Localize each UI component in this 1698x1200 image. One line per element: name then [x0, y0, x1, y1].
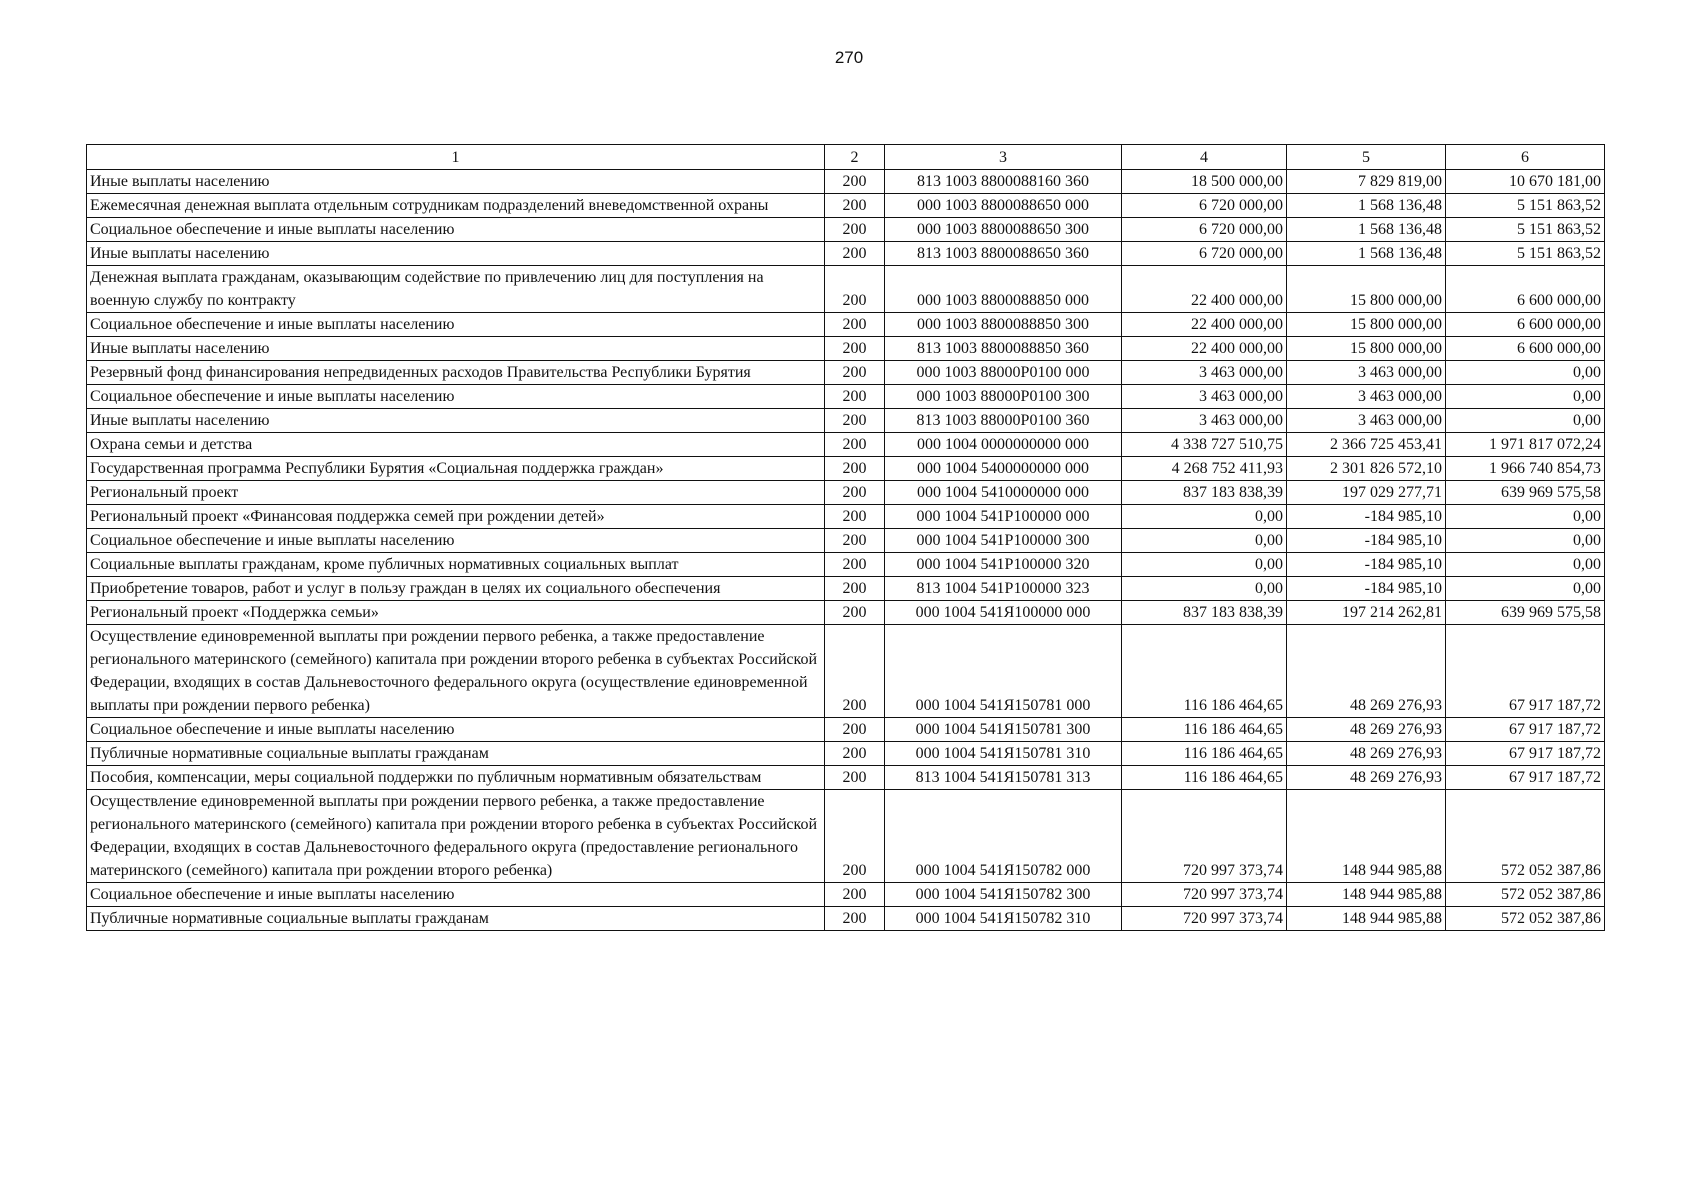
row-name-cell: Осуществление единовременной выплаты при рождении первого ребенка, а также предоставление регионального материнского (семейного) капитала при рождении второго ребенка в субъектах Российской Федерации, входящих в состав Дальневосточного федерального округа (осуществление единовременной выплаты при рождении первого ребенка): [87, 625, 825, 718]
row-name-cell: Социальное обеспечение и иные выплаты населению: [87, 883, 825, 907]
row-amount-col5-cell: 48 269 276,93: [1287, 766, 1446, 790]
row-amount-col6-cell: 67 917 187,72: [1446, 742, 1605, 766]
row-amount-col6-cell: 1 971 817 072,24: [1446, 433, 1605, 457]
row-amount-col4-cell: 3 463 000,00: [1122, 361, 1287, 385]
table-row: [87, 577, 1605, 601]
row-name-cell: Иные выплаты населению: [87, 409, 825, 433]
row-amount-col5-cell: 1 568 136,48: [1287, 242, 1446, 266]
row-amount-col4-cell: 3 463 000,00: [1122, 409, 1287, 433]
row-name-cell: Пособия, компенсации, меры социальной поддержки по публичным нормативным обязательствам: [87, 766, 825, 790]
row-budget-code-cell: 000 1004 0000000000 000: [885, 433, 1122, 457]
row-name-cell: Публичные нормативные социальные выплаты гражданам: [87, 742, 825, 766]
row-budget-code-cell: 813 1004 541P100000 323: [885, 577, 1122, 601]
row-admin-code-cell: 200: [825, 218, 885, 242]
row-budget-code-cell: 000 1004 541Я150781 300: [885, 718, 1122, 742]
table-row: [87, 170, 1605, 194]
row-name-cell: Социальное обеспечение и иные выплаты населению: [87, 218, 825, 242]
row-admin-code-cell: 200: [825, 553, 885, 577]
table-row: [87, 218, 1605, 242]
table-row: [87, 194, 1605, 218]
row-budget-code-cell: 000 1004 541Я100000 000: [885, 601, 1122, 625]
row-amount-col5-cell: 197 029 277,71: [1287, 481, 1446, 505]
row-amount-col4-cell: 0,00: [1122, 577, 1287, 601]
row-budget-code-cell: 000 1003 8800088850 000: [885, 266, 1122, 313]
row-amount-col5-cell: 3 463 000,00: [1287, 361, 1446, 385]
row-name-cell: Ежемесячная денежная выплата отдельным сотрудникам подразделений вневедомственной охраны: [87, 194, 825, 218]
row-admin-code-cell: 200: [825, 718, 885, 742]
column-header-3: 3: [885, 145, 1122, 170]
row-amount-col4-cell: 18 500 000,00: [1122, 170, 1287, 194]
column-header-5: 5: [1287, 145, 1446, 170]
row-budget-code-cell: 000 1004 541P100000 320: [885, 553, 1122, 577]
row-amount-col4-cell: 837 183 838,39: [1122, 481, 1287, 505]
row-name-cell: Государственная программа Республики Бурятия «Социальная поддержка граждан»: [87, 457, 825, 481]
row-amount-col5-cell: 2 366 725 453,41: [1287, 433, 1446, 457]
row-budget-code-cell: 000 1003 88000P0100 300: [885, 385, 1122, 409]
row-amount-col6-cell: 5 151 863,52: [1446, 242, 1605, 266]
row-name-cell: Резервный фонд финансирования непредвиденных расходов Правительства Республики Бурятия: [87, 361, 825, 385]
row-name-cell: Приобретение товаров, работ и услуг в пользу граждан в целях их социального обеспечения: [87, 577, 825, 601]
row-admin-code-cell: 200: [825, 266, 885, 313]
row-amount-col6-cell: 6 600 000,00: [1446, 337, 1605, 361]
table-row: [87, 457, 1605, 481]
budget-table: [86, 144, 1605, 931]
page-number: 270: [834, 48, 864, 67]
row-name-cell: Региональный проект «Поддержка семьи»: [87, 601, 825, 625]
row-budget-code-cell: 000 1003 8800088650 000: [885, 194, 1122, 218]
row-amount-col4-cell: 720 997 373,74: [1122, 883, 1287, 907]
column-header-2: 2: [825, 145, 885, 170]
table-row: [87, 433, 1605, 457]
row-amount-col6-cell: 5 151 863,52: [1446, 194, 1605, 218]
row-amount-col4-cell: 0,00: [1122, 553, 1287, 577]
row-amount-col5-cell: -184 985,10: [1287, 577, 1446, 601]
row-amount-col4-cell: 4 268 752 411,93: [1122, 457, 1287, 481]
header-row: [87, 145, 1605, 170]
table-row: [87, 625, 1605, 718]
row-budget-code-cell: 000 1004 5400000000 000: [885, 457, 1122, 481]
table-row: [87, 883, 1605, 907]
row-amount-col4-cell: 116 186 464,65: [1122, 766, 1287, 790]
row-name-cell: Социальное обеспечение и иные выплаты населению: [87, 529, 825, 553]
row-amount-col5-cell: 148 944 985,88: [1287, 790, 1446, 883]
row-amount-col4-cell: 22 400 000,00: [1122, 266, 1287, 313]
row-name-cell: Публичные нормативные социальные выплаты гражданам: [87, 907, 825, 931]
row-admin-code-cell: 200: [825, 577, 885, 601]
row-amount-col5-cell: 3 463 000,00: [1287, 385, 1446, 409]
column-header-4: 4: [1122, 145, 1287, 170]
row-amount-col4-cell: 3 463 000,00: [1122, 385, 1287, 409]
row-amount-col5-cell: 7 829 819,00: [1287, 170, 1446, 194]
row-amount-col5-cell: 48 269 276,93: [1287, 742, 1446, 766]
row-admin-code-cell: 200: [825, 505, 885, 529]
table-row: [87, 718, 1605, 742]
row-amount-col4-cell: 6 720 000,00: [1122, 242, 1287, 266]
row-amount-col5-cell: -184 985,10: [1287, 505, 1446, 529]
row-amount-col6-cell: 639 969 575,58: [1446, 601, 1605, 625]
row-amount-col5-cell: -184 985,10: [1287, 553, 1446, 577]
row-amount-col4-cell: 22 400 000,00: [1122, 337, 1287, 361]
row-amount-col4-cell: 6 720 000,00: [1122, 194, 1287, 218]
row-amount-col4-cell: 4 338 727 510,75: [1122, 433, 1287, 457]
row-budget-code-cell: 813 1003 8800088650 360: [885, 242, 1122, 266]
table-row: [87, 505, 1605, 529]
row-admin-code-cell: 200: [825, 337, 885, 361]
table-row: [87, 601, 1605, 625]
row-amount-col6-cell: 10 670 181,00: [1446, 170, 1605, 194]
row-amount-col4-cell: 6 720 000,00: [1122, 218, 1287, 242]
row-name-cell: Иные выплаты населению: [87, 170, 825, 194]
row-admin-code-cell: 200: [825, 194, 885, 218]
row-name-cell: Осуществление единовременной выплаты при рождении первого ребенка, а также предоставление регионального материнского (семейного) капитала при рождении второго ребенка в субъектах Российской Федерации, входящих в состав Дальневосточного федерального округа (предоставление регионального материнского (семейного) капитала при рождении второго ребенка): [87, 790, 825, 883]
row-amount-col5-cell: -184 985,10: [1287, 529, 1446, 553]
row-amount-col5-cell: 15 800 000,00: [1287, 337, 1446, 361]
row-name-cell: Социальное обеспечение и иные выплаты населению: [87, 313, 825, 337]
row-amount-col5-cell: 48 269 276,93: [1287, 718, 1446, 742]
table-row: [87, 742, 1605, 766]
table-row: [87, 242, 1605, 266]
row-admin-code-cell: 200: [825, 883, 885, 907]
row-amount-col4-cell: 720 997 373,74: [1122, 907, 1287, 931]
row-admin-code-cell: 200: [825, 433, 885, 457]
row-amount-col6-cell: 572 052 387,86: [1446, 883, 1605, 907]
row-amount-col4-cell: 116 186 464,65: [1122, 625, 1287, 718]
row-budget-code-cell: 000 1004 541Я150782 300: [885, 883, 1122, 907]
row-amount-col6-cell: 572 052 387,86: [1446, 907, 1605, 931]
row-amount-col5-cell: 1 568 136,48: [1287, 218, 1446, 242]
row-budget-code-cell: 000 1003 8800088850 300: [885, 313, 1122, 337]
row-budget-code-cell: 000 1003 88000P0100 000: [885, 361, 1122, 385]
row-amount-col5-cell: 15 800 000,00: [1287, 313, 1446, 337]
row-amount-col5-cell: 15 800 000,00: [1287, 266, 1446, 313]
table-row: [87, 553, 1605, 577]
row-budget-code-cell: 813 1004 541Я150781 313: [885, 766, 1122, 790]
row-amount-col4-cell: 116 186 464,65: [1122, 718, 1287, 742]
row-amount-col4-cell: 837 183 838,39: [1122, 601, 1287, 625]
row-budget-code-cell: 000 1004 541Я150781 310: [885, 742, 1122, 766]
row-amount-col6-cell: 67 917 187,72: [1446, 718, 1605, 742]
table-row: [87, 266, 1605, 313]
row-admin-code-cell: 200: [825, 742, 885, 766]
row-budget-code-cell: 813 1003 8800088850 360: [885, 337, 1122, 361]
row-budget-code-cell: 000 1004 541Я150781 000: [885, 625, 1122, 718]
row-amount-col5-cell: 2 301 826 572,10: [1287, 457, 1446, 481]
row-budget-code-cell: 000 1004 541Я150782 310: [885, 907, 1122, 931]
row-name-cell: Иные выплаты населению: [87, 242, 825, 266]
row-budget-code-cell: 813 1003 8800088160 360: [885, 170, 1122, 194]
row-amount-col5-cell: 148 944 985,88: [1287, 883, 1446, 907]
row-amount-col6-cell: 572 052 387,86: [1446, 790, 1605, 883]
row-name-cell: Охрана семьи и детства: [87, 433, 825, 457]
table-row: [87, 313, 1605, 337]
row-amount-col6-cell: 67 917 187,72: [1446, 625, 1605, 718]
row-amount-col4-cell: 720 997 373,74: [1122, 790, 1287, 883]
row-name-cell: Иные выплаты населению: [87, 337, 825, 361]
row-amount-col6-cell: 67 917 187,72: [1446, 766, 1605, 790]
row-budget-code-cell: 000 1003 8800088650 300: [885, 218, 1122, 242]
row-amount-col5-cell: 197 214 262,81: [1287, 601, 1446, 625]
row-admin-code-cell: 200: [825, 790, 885, 883]
row-amount-col6-cell: 0,00: [1446, 505, 1605, 529]
row-amount-col6-cell: 1 966 740 854,73: [1446, 457, 1605, 481]
row-admin-code-cell: 200: [825, 907, 885, 931]
row-name-cell: Региональный проект «Финансовая поддержка семей при рождении детей»: [87, 505, 825, 529]
row-budget-code-cell: 000 1004 541Я150782 000: [885, 790, 1122, 883]
row-amount-col6-cell: 0,00: [1446, 385, 1605, 409]
row-amount-col5-cell: 3 463 000,00: [1287, 409, 1446, 433]
row-amount-col5-cell: 148 944 985,88: [1287, 907, 1446, 931]
row-amount-col6-cell: 0,00: [1446, 577, 1605, 601]
row-admin-code-cell: 200: [825, 170, 885, 194]
row-amount-col4-cell: 0,00: [1122, 505, 1287, 529]
table-row: [87, 766, 1605, 790]
table-row: [87, 481, 1605, 505]
table-row: [87, 337, 1605, 361]
table-row: [87, 790, 1605, 883]
row-amount-col6-cell: 639 969 575,58: [1446, 481, 1605, 505]
row-amount-col5-cell: 1 568 136,48: [1287, 194, 1446, 218]
row-amount-col5-cell: 48 269 276,93: [1287, 625, 1446, 718]
row-amount-col4-cell: 116 186 464,65: [1122, 742, 1287, 766]
row-name-cell: Региональный проект: [87, 481, 825, 505]
row-budget-code-cell: 000 1004 541P100000 300: [885, 529, 1122, 553]
row-amount-col6-cell: 0,00: [1446, 361, 1605, 385]
row-admin-code-cell: 200: [825, 766, 885, 790]
row-admin-code-cell: 200: [825, 242, 885, 266]
row-admin-code-cell: 200: [825, 481, 885, 505]
column-header-1: 1: [87, 145, 825, 170]
row-amount-col6-cell: 0,00: [1446, 553, 1605, 577]
column-header-6: 6: [1446, 145, 1605, 170]
row-admin-code-cell: 200: [825, 385, 885, 409]
row-amount-col6-cell: 6 600 000,00: [1446, 266, 1605, 313]
row-admin-code-cell: 200: [825, 601, 885, 625]
row-budget-code-cell: 813 1003 88000P0100 360: [885, 409, 1122, 433]
table-row: [87, 409, 1605, 433]
row-amount-col6-cell: 5 151 863,52: [1446, 218, 1605, 242]
row-name-cell: Денежная выплата гражданам, оказывающим содействие по привлечению лиц для поступления на военную службу по контракту: [87, 266, 825, 313]
row-admin-code-cell: 200: [825, 625, 885, 718]
row-amount-col4-cell: 22 400 000,00: [1122, 313, 1287, 337]
row-amount-col6-cell: 0,00: [1446, 409, 1605, 433]
row-admin-code-cell: 200: [825, 313, 885, 337]
row-budget-code-cell: 000 1004 5410000000 000: [885, 481, 1122, 505]
row-amount-col6-cell: 6 600 000,00: [1446, 313, 1605, 337]
row-amount-col6-cell: 0,00: [1446, 529, 1605, 553]
row-name-cell: Социальное обеспечение и иные выплаты населению: [87, 718, 825, 742]
row-name-cell: Социальное обеспечение и иные выплаты населению: [87, 385, 825, 409]
row-admin-code-cell: 200: [825, 361, 885, 385]
table-row: [87, 529, 1605, 553]
table-row: [87, 361, 1605, 385]
row-admin-code-cell: 200: [825, 529, 885, 553]
row-amount-col4-cell: 0,00: [1122, 529, 1287, 553]
row-admin-code-cell: 200: [825, 457, 885, 481]
table-row: [87, 907, 1605, 931]
row-admin-code-cell: 200: [825, 409, 885, 433]
table-row: [87, 385, 1605, 409]
row-name-cell: Социальные выплаты гражданам, кроме публичных нормативных социальных выплат: [87, 553, 825, 577]
row-budget-code-cell: 000 1004 541P100000 000: [885, 505, 1122, 529]
